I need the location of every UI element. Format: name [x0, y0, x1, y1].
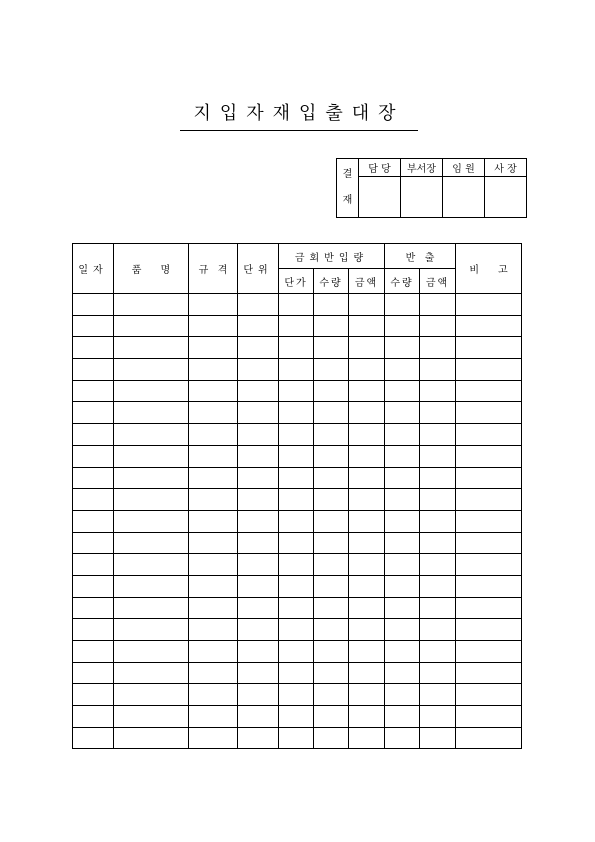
table-cell[interactable]	[314, 359, 349, 381]
header-return-out: 반 출	[385, 244, 456, 269]
table-cell[interactable]	[456, 489, 522, 511]
table-cell[interactable]	[279, 684, 314, 706]
table-cell[interactable]	[114, 489, 189, 511]
table-cell[interactable]	[114, 575, 189, 597]
table-cell[interactable]	[238, 424, 279, 446]
table-cell[interactable]	[279, 554, 314, 576]
table-cell[interactable]	[420, 575, 456, 597]
table-cell[interactable]	[314, 402, 349, 424]
table-cell[interactable]	[420, 597, 456, 619]
table-cell[interactable]	[73, 532, 114, 554]
table-row	[73, 532, 522, 554]
approval-sign-dept-head[interactable]	[401, 177, 443, 218]
table-cell[interactable]	[349, 684, 385, 706]
table-cell[interactable]	[456, 315, 522, 337]
table-cell[interactable]	[314, 619, 349, 641]
table-row	[73, 489, 522, 511]
table-cell[interactable]	[114, 532, 189, 554]
table-cell[interactable]	[279, 402, 314, 424]
table-cell[interactable]	[238, 315, 279, 337]
table-cell[interactable]	[456, 294, 522, 316]
table-cell[interactable]	[385, 294, 420, 316]
table-cell[interactable]	[314, 424, 349, 446]
table-cell[interactable]	[385, 359, 420, 381]
table-cell[interactable]	[238, 380, 279, 402]
table-cell[interactable]	[420, 619, 456, 641]
table-cell[interactable]	[73, 294, 114, 316]
approval-header-staff: 담 당	[359, 159, 401, 177]
table-cell[interactable]	[385, 402, 420, 424]
table-cell[interactable]	[189, 510, 238, 532]
table-cell[interactable]	[385, 315, 420, 337]
table-cell[interactable]	[279, 337, 314, 359]
table-cell[interactable]	[189, 727, 238, 749]
table-cell[interactable]	[73, 619, 114, 641]
table-cell[interactable]	[420, 337, 456, 359]
table-cell[interactable]	[279, 641, 314, 663]
table-cell[interactable]	[114, 706, 189, 728]
table-cell[interactable]	[420, 402, 456, 424]
table-cell[interactable]	[189, 380, 238, 402]
table-cell[interactable]	[189, 337, 238, 359]
table-cell[interactable]	[456, 445, 522, 467]
table-cell[interactable]	[349, 575, 385, 597]
table-cell[interactable]	[73, 597, 114, 619]
table-cell[interactable]	[73, 554, 114, 576]
table-cell[interactable]	[73, 337, 114, 359]
table-cell[interactable]	[279, 489, 314, 511]
header-date: 일자	[73, 244, 114, 294]
table-cell[interactable]	[279, 619, 314, 641]
table-cell[interactable]	[456, 597, 522, 619]
header-unit-price: 단가	[279, 269, 314, 294]
table-cell[interactable]	[385, 554, 420, 576]
table-cell[interactable]	[385, 510, 420, 532]
table-cell[interactable]	[420, 532, 456, 554]
table-cell[interactable]	[314, 315, 349, 337]
approval-header-president: 사 장	[485, 159, 527, 177]
table-cell[interactable]	[420, 315, 456, 337]
table-cell[interactable]	[189, 489, 238, 511]
table-cell[interactable]	[279, 467, 314, 489]
table-cell[interactable]	[189, 662, 238, 684]
table-cell[interactable]	[238, 684, 279, 706]
table-cell[interactable]	[314, 489, 349, 511]
table-cell[interactable]	[314, 706, 349, 728]
table-cell[interactable]	[73, 641, 114, 663]
table-cell[interactable]	[349, 706, 385, 728]
table-cell[interactable]	[114, 619, 189, 641]
table-cell[interactable]	[279, 597, 314, 619]
approval-side-char-1: 결	[342, 169, 353, 180]
table-cell[interactable]	[456, 662, 522, 684]
table-cell[interactable]	[314, 727, 349, 749]
table-cell[interactable]	[73, 510, 114, 532]
table-cell[interactable]	[279, 294, 314, 316]
table-cell[interactable]	[189, 532, 238, 554]
table-row	[73, 424, 522, 446]
table-cell[interactable]	[385, 619, 420, 641]
table-cell[interactable]	[314, 445, 349, 467]
table-cell[interactable]	[314, 554, 349, 576]
table-cell[interactable]	[279, 315, 314, 337]
table-cell[interactable]	[279, 532, 314, 554]
table-cell[interactable]	[189, 597, 238, 619]
table-cell[interactable]	[114, 359, 189, 381]
title-underline	[180, 130, 418, 131]
header-in-amount: 금액	[349, 269, 385, 294]
table-cell[interactable]	[420, 554, 456, 576]
table-cell[interactable]	[385, 597, 420, 619]
table-cell[interactable]	[114, 554, 189, 576]
header-remarks: 비 고	[456, 244, 522, 294]
table-cell[interactable]	[385, 662, 420, 684]
table-row	[73, 641, 522, 663]
table-row	[73, 315, 522, 337]
table-cell[interactable]	[114, 424, 189, 446]
header-in-qty: 수량	[314, 269, 349, 294]
table-cell[interactable]	[73, 402, 114, 424]
table-cell[interactable]	[279, 424, 314, 446]
table-cell[interactable]	[238, 706, 279, 728]
table-cell[interactable]	[456, 684, 522, 706]
table-cell[interactable]	[349, 554, 385, 576]
table-cell[interactable]	[385, 424, 420, 446]
table-cell[interactable]	[385, 641, 420, 663]
table-cell[interactable]	[279, 727, 314, 749]
table-cell[interactable]	[238, 641, 279, 663]
table-cell[interactable]	[73, 489, 114, 511]
table-cell[interactable]	[189, 554, 238, 576]
table-row	[73, 402, 522, 424]
table-cell[interactable]	[385, 445, 420, 467]
approval-sign-staff[interactable]	[359, 177, 401, 218]
table-cell[interactable]	[189, 706, 238, 728]
table-cell[interactable]	[279, 359, 314, 381]
table-cell[interactable]	[349, 662, 385, 684]
table-cell[interactable]	[385, 727, 420, 749]
table-cell[interactable]	[385, 575, 420, 597]
approval-table	[336, 158, 527, 218]
table-cell[interactable]	[73, 684, 114, 706]
approval-side-char-2: 재	[342, 195, 353, 206]
table-cell[interactable]	[456, 402, 522, 424]
table-cell[interactable]	[456, 359, 522, 381]
table-row	[73, 554, 522, 576]
table-cell[interactable]	[73, 380, 114, 402]
table-cell[interactable]	[385, 706, 420, 728]
table-cell[interactable]	[238, 402, 279, 424]
table-cell[interactable]	[189, 684, 238, 706]
table-cell[interactable]	[456, 337, 522, 359]
table-cell[interactable]	[420, 380, 456, 402]
table-cell[interactable]	[114, 402, 189, 424]
table-cell[interactable]	[420, 684, 456, 706]
page-title: 지입자재입출대장	[193, 103, 405, 124]
table-cell[interactable]	[385, 489, 420, 511]
table-cell[interactable]	[114, 445, 189, 467]
table-cell[interactable]	[456, 532, 522, 554]
table-cell[interactable]	[349, 445, 385, 467]
table-cell[interactable]	[349, 532, 385, 554]
table-cell[interactable]	[189, 641, 238, 663]
table-cell[interactable]	[189, 467, 238, 489]
table-row	[73, 467, 522, 489]
table-cell[interactable]	[314, 510, 349, 532]
table-cell[interactable]	[314, 532, 349, 554]
table-cell[interactable]	[114, 641, 189, 663]
table-cell[interactable]	[73, 467, 114, 489]
table-cell[interactable]	[189, 402, 238, 424]
table-cell[interactable]	[279, 575, 314, 597]
table-row	[73, 575, 522, 597]
table-cell[interactable]	[73, 315, 114, 337]
table-cell[interactable]	[73, 727, 114, 749]
table-cell[interactable]	[73, 706, 114, 728]
table-row	[73, 510, 522, 532]
table-cell[interactable]	[114, 510, 189, 532]
table-cell[interactable]	[456, 619, 522, 641]
table-cell[interactable]	[238, 489, 279, 511]
table-cell[interactable]	[114, 337, 189, 359]
table-cell[interactable]	[349, 489, 385, 511]
header-return-in: 금회반입량	[279, 244, 385, 269]
table-cell[interactable]	[189, 315, 238, 337]
table-cell[interactable]	[456, 510, 522, 532]
table-cell[interactable]	[420, 727, 456, 749]
table-cell[interactable]	[189, 294, 238, 316]
table-row	[73, 662, 522, 684]
table-cell[interactable]	[349, 727, 385, 749]
table-cell[interactable]	[238, 597, 279, 619]
table-row	[73, 445, 522, 467]
table-row	[73, 597, 522, 619]
table-row	[73, 359, 522, 381]
table-cell[interactable]	[189, 445, 238, 467]
table-cell[interactable]	[349, 315, 385, 337]
table-cell[interactable]	[314, 575, 349, 597]
table-cell[interactable]	[349, 402, 385, 424]
table-cell[interactable]	[314, 337, 349, 359]
approval-header-executive: 임 원	[443, 159, 485, 177]
table-row	[73, 727, 522, 749]
table-cell[interactable]	[114, 294, 189, 316]
table-cell[interactable]	[114, 662, 189, 684]
table-cell[interactable]	[238, 337, 279, 359]
table-cell[interactable]	[385, 467, 420, 489]
table-cell[interactable]	[456, 380, 522, 402]
table-cell[interactable]	[385, 532, 420, 554]
table-cell[interactable]	[456, 727, 522, 749]
table-cell[interactable]	[73, 424, 114, 446]
table-cell[interactable]	[349, 337, 385, 359]
table-cell[interactable]	[349, 380, 385, 402]
table-cell[interactable]	[189, 619, 238, 641]
table-cell[interactable]	[456, 554, 522, 576]
table-cell[interactable]	[114, 380, 189, 402]
table-cell[interactable]	[385, 684, 420, 706]
table-cell[interactable]	[238, 575, 279, 597]
header-unit: 단위	[238, 244, 279, 294]
table-cell[interactable]	[114, 467, 189, 489]
ledger-table	[72, 243, 522, 749]
table-cell[interactable]	[279, 445, 314, 467]
table-cell[interactable]	[314, 467, 349, 489]
table-cell[interactable]	[349, 359, 385, 381]
table-cell[interactable]	[238, 727, 279, 749]
approval-header-dept-head: 부서장	[401, 159, 443, 177]
table-cell[interactable]	[279, 706, 314, 728]
table-cell[interactable]	[456, 575, 522, 597]
table-cell[interactable]	[73, 662, 114, 684]
table-row	[73, 337, 522, 359]
table-cell[interactable]	[73, 445, 114, 467]
table-row	[73, 684, 522, 706]
table-cell[interactable]	[314, 684, 349, 706]
table-cell[interactable]	[314, 662, 349, 684]
header-item: 품 명	[114, 244, 189, 294]
table-cell[interactable]	[420, 359, 456, 381]
header-spec: 규 격	[189, 244, 238, 294]
table-cell[interactable]	[420, 489, 456, 511]
table-cell[interactable]	[238, 510, 279, 532]
table-cell[interactable]	[349, 619, 385, 641]
table-cell[interactable]	[420, 510, 456, 532]
header-out-qty: 수량	[385, 269, 420, 294]
table-cell[interactable]	[114, 315, 189, 337]
table-cell[interactable]	[420, 424, 456, 446]
table-cell[interactable]	[114, 597, 189, 619]
header-out-amount: 금액	[420, 269, 456, 294]
table-cell[interactable]	[349, 641, 385, 663]
table-cell[interactable]	[238, 532, 279, 554]
approval-side-label	[337, 159, 359, 218]
table-cell[interactable]	[349, 510, 385, 532]
table-cell[interactable]	[349, 467, 385, 489]
table-cell[interactable]	[279, 662, 314, 684]
table-cell[interactable]	[189, 575, 238, 597]
table-cell[interactable]	[420, 706, 456, 728]
table-cell[interactable]	[238, 445, 279, 467]
approval-sign-executive[interactable]	[443, 177, 485, 218]
table-row	[73, 380, 522, 402]
table-cell[interactable]	[238, 467, 279, 489]
table-row	[73, 706, 522, 728]
table-cell[interactable]	[349, 424, 385, 446]
table-cell[interactable]	[420, 662, 456, 684]
table-cell[interactable]	[420, 445, 456, 467]
table-cell[interactable]	[189, 424, 238, 446]
table-cell[interactable]	[73, 575, 114, 597]
table-cell[interactable]	[189, 359, 238, 381]
table-row	[73, 619, 522, 641]
table-cell[interactable]	[238, 619, 279, 641]
table-row	[73, 294, 522, 316]
table-cell[interactable]	[279, 510, 314, 532]
table-cell[interactable]	[349, 597, 385, 619]
table-cell[interactable]	[420, 294, 456, 316]
table-cell[interactable]	[385, 380, 420, 402]
approval-sign-president[interactable]	[485, 177, 527, 218]
table-cell[interactable]	[279, 380, 314, 402]
table-cell[interactable]	[456, 467, 522, 489]
table-cell[interactable]	[349, 294, 385, 316]
table-cell[interactable]	[314, 294, 349, 316]
table-cell[interactable]	[73, 359, 114, 381]
table-cell[interactable]	[456, 706, 522, 728]
table-cell[interactable]	[238, 294, 279, 316]
table-cell[interactable]	[314, 641, 349, 663]
table-cell[interactable]	[238, 554, 279, 576]
table-cell[interactable]	[456, 424, 522, 446]
table-cell[interactable]	[456, 641, 522, 663]
table-cell[interactable]	[238, 359, 279, 381]
table-cell[interactable]	[314, 597, 349, 619]
table-cell[interactable]	[314, 380, 349, 402]
table-cell[interactable]	[114, 684, 189, 706]
table-cell[interactable]	[385, 337, 420, 359]
table-cell[interactable]	[420, 641, 456, 663]
table-cell[interactable]	[420, 467, 456, 489]
table-cell[interactable]	[114, 727, 189, 749]
table-cell[interactable]	[238, 662, 279, 684]
